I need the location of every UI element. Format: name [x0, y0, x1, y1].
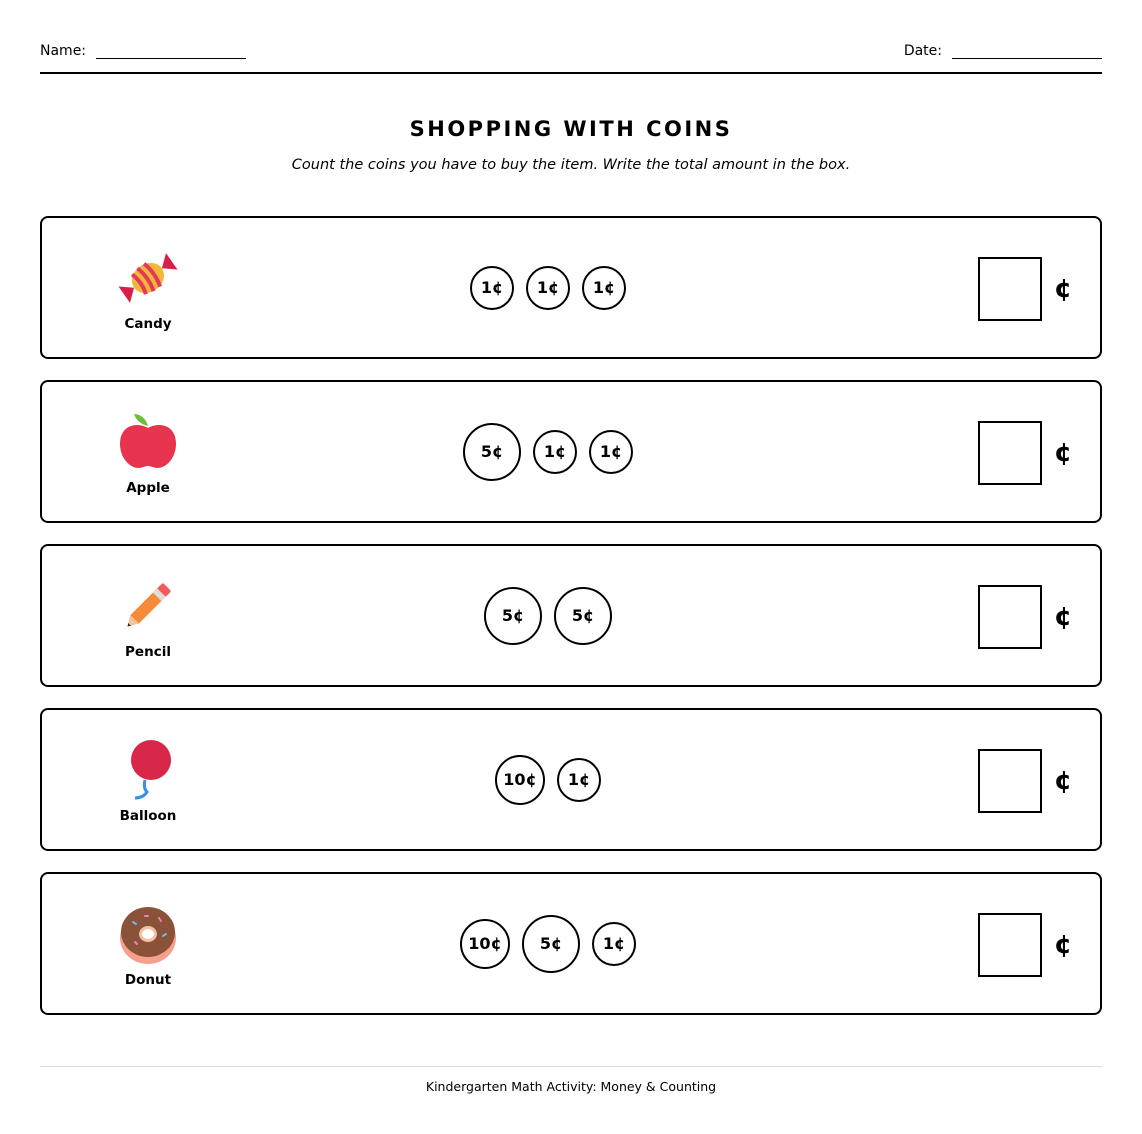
balloon-icon	[108, 738, 188, 802]
coin-group	[342, 710, 754, 849]
coin: 1¢	[592, 922, 636, 966]
item	[108, 566, 188, 660]
cent-symbol: ¢	[1054, 766, 1073, 796]
item-row-apple	[40, 380, 1102, 523]
page-title: SHOPPING WITH COINS	[409, 117, 733, 141]
item-row-donut	[40, 872, 1102, 1015]
date-field[interactable]	[904, 43, 1102, 59]
name-line	[96, 46, 246, 59]
coin: 1¢	[533, 430, 577, 474]
answer-box[interactable]	[978, 421, 1042, 485]
donut-icon	[108, 902, 188, 966]
answer-box[interactable]	[978, 749, 1042, 813]
coin: 1¢	[589, 430, 633, 474]
answer-box[interactable]	[978, 585, 1042, 649]
item-row-candy	[40, 216, 1102, 359]
coin: 5¢	[463, 423, 521, 481]
item	[108, 894, 188, 988]
coin: 5¢	[554, 587, 612, 645]
cent-symbol: ¢	[1054, 274, 1073, 304]
coin: 1¢	[557, 758, 601, 802]
coin: 1¢	[582, 266, 626, 310]
name-field[interactable]	[40, 43, 246, 59]
footer: Kindergarten Math Activity: Money & Counting	[40, 1066, 1102, 1094]
item-label: Pencil	[125, 644, 171, 660]
coin: 5¢	[522, 915, 580, 973]
coin-group	[342, 218, 754, 357]
item-label: Apple	[126, 480, 170, 496]
candy-icon	[108, 246, 188, 310]
item-row-balloon	[40, 708, 1102, 851]
answer-box[interactable]	[978, 257, 1042, 321]
apple-icon	[108, 410, 188, 474]
item	[108, 238, 188, 332]
answer-box[interactable]	[978, 913, 1042, 977]
instructions: Count the coins you have to buy the item. Write the total amount in the box.	[291, 157, 851, 173]
coin: 1¢	[526, 266, 570, 310]
coin: 1¢	[470, 266, 514, 310]
header	[40, 40, 1102, 74]
item-label: Candy	[124, 316, 172, 332]
item-label: Donut	[124, 972, 172, 988]
coin: 10¢	[495, 755, 545, 805]
cent-symbol: ¢	[1054, 438, 1073, 468]
pencil-icon	[108, 574, 188, 638]
date-line	[952, 46, 1102, 59]
item	[108, 730, 188, 824]
coin-group	[342, 382, 754, 521]
cent-symbol: ¢	[1054, 930, 1073, 960]
item-row-pencil	[40, 544, 1102, 687]
coin: 5¢	[484, 587, 542, 645]
coin-group	[342, 546, 754, 685]
name-label: Name:	[40, 43, 87, 59]
cent-symbol: ¢	[1054, 602, 1073, 632]
coin: 10¢	[460, 919, 510, 969]
item-label: Balloon	[119, 808, 177, 824]
date-label: Date:	[903, 43, 942, 59]
coin-group	[342, 874, 754, 1013]
item	[108, 402, 188, 496]
